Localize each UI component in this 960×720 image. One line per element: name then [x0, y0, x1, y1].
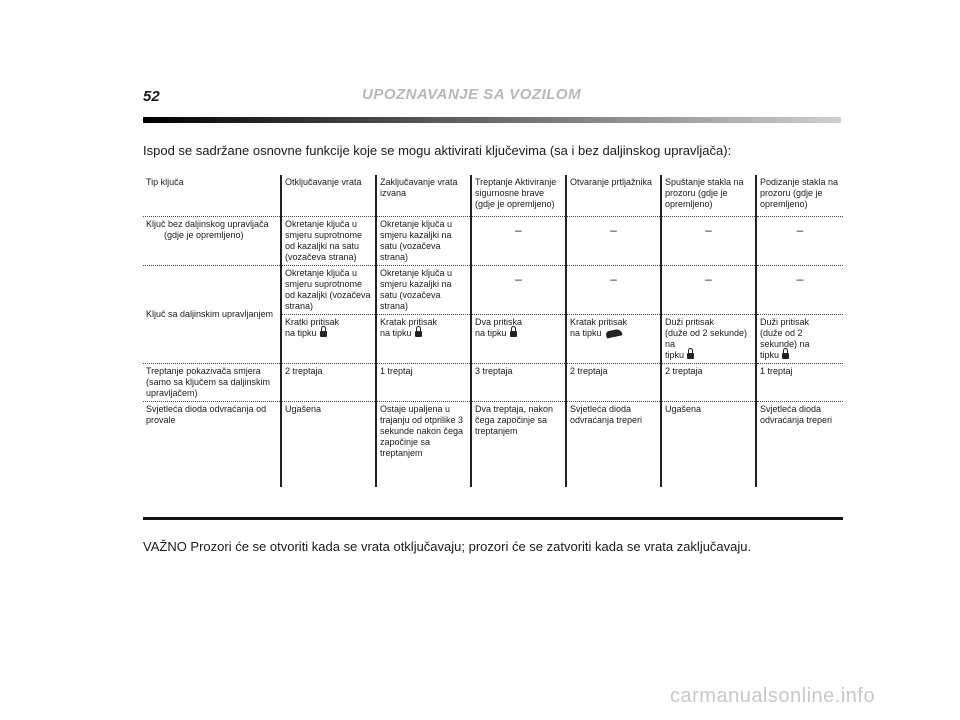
table-cell — [471, 217, 566, 266]
row-label-line: (gdje je opremljeno) — [164, 230, 244, 240]
row-label: Ključ sa daljinskim upravljanjem — [143, 266, 281, 364]
watermark: carmanualsonline.info — [670, 685, 876, 707]
cell-line: Kratak pritisak — [380, 317, 438, 327]
table-cell — [661, 315, 756, 364]
table-row — [143, 364, 843, 402]
cell-line: na tipku — [380, 328, 412, 338]
table-cell — [281, 315, 376, 364]
lock-icon — [687, 353, 694, 359]
cell-line: na tipku — [570, 328, 602, 338]
table-cell — [756, 315, 843, 364]
table-row — [143, 217, 843, 266]
table-row — [143, 266, 843, 315]
table-cell — [566, 217, 661, 266]
header-window-down: Spuštanje stakla na prozoru (gdje je opremljeno) — [661, 175, 756, 217]
dash: – — [796, 272, 804, 286]
lock-icon — [320, 331, 327, 337]
cell-line: tipku — [760, 350, 780, 360]
cell-line: (duže od 2 sekunde) na — [665, 328, 748, 349]
lock-icon — [782, 353, 789, 359]
chapter-title: UPOZNAVANJE SA VOZILOM — [362, 86, 582, 103]
lock-icon — [415, 331, 422, 337]
table-cell: Okretanje ključa u smjeru suprotnome od kazaljki (vozačeva strana) — [281, 266, 376, 315]
table-cell: 1 treptaj — [376, 364, 471, 402]
lock-icon — [510, 331, 517, 337]
table-cell: Ostaje upaljena u trajanju od otprilike 3 sekunde nakon čega započinje sa treptanjem — [376, 402, 471, 488]
table-row — [143, 402, 843, 488]
table-cell — [471, 266, 566, 315]
table-cell: 3 treptaja — [471, 364, 566, 402]
car-trunk-icon — [605, 328, 622, 338]
dash: – — [515, 272, 522, 286]
intro-text: Ispod se sadržane osnovne funkcije koje se mogu aktivirati ključevima (sa i bez daljinskog upravljača): — [143, 143, 732, 158]
table-bottom-rule — [143, 517, 843, 520]
table-cell: 2 treptaja — [661, 364, 756, 402]
table-cell: 1 treptaj — [756, 364, 843, 402]
cell-line: tipku — [665, 350, 685, 360]
cell-line: Kratki pritisak — [285, 317, 340, 327]
page-number: 52 — [143, 88, 160, 105]
dash: – — [610, 272, 617, 286]
row-label: Svjetleća dioda odvraćanja od provale — [143, 402, 281, 488]
table-cell: 2 treptaja — [281, 364, 376, 402]
table-cell — [661, 266, 756, 315]
table-cell: 2 treptaja — [566, 364, 661, 402]
table-cell — [661, 217, 756, 266]
table-cell: Okretanje ključa u smjeru kazaljki na satu (vozačeva strana) — [376, 217, 471, 266]
important-note: VAŽNO Prozori će se otvoriti kada se vrata otključavaju; prozori će se zatvoriti kada se vrata zaključavaju. — [143, 539, 752, 554]
cell-line: Kratak pritisak — [570, 317, 628, 327]
table-cell — [566, 315, 661, 364]
table-cell — [376, 315, 471, 364]
dash: – — [705, 272, 712, 286]
cell-line: Dva pritiska — [475, 317, 523, 327]
header-key-type: Tip ključa — [146, 177, 184, 187]
row-label-line: Ključ bez daljinskog upravljača — [146, 219, 269, 229]
cell-line: Duži pritisak — [665, 317, 715, 327]
row-label: Treptanje pokazivača smjera (samo sa ključem sa daljinskim upravljačem) — [143, 364, 281, 402]
cell-line: (duže od 2 sekunde) na — [760, 328, 810, 349]
header-trunk: Otvaranje prtljažnika — [566, 175, 661, 217]
header-unlock-doors: Otključavanje vrata — [281, 175, 376, 217]
table-cell: Svjetleća dioda odvraćanja treperi — [566, 402, 661, 488]
table-cell: Okretanje ključa u smjeru suprotnome od kazaljki na satu (vozačeva strana) — [281, 217, 376, 266]
table-cell — [756, 217, 843, 266]
cell-line: na tipku — [285, 328, 317, 338]
table-cell: Okretanje ključa u smjeru kazaljki na satu (vozačeva strana) — [376, 266, 471, 315]
dash: – — [610, 223, 617, 237]
header-alarm: Treptanje Aktiviranje sigurnosne brave (gdje je opremljeno) — [471, 175, 566, 217]
dash: – — [796, 223, 804, 237]
table-cell: Svjetleća dioda odvraćanja treperi — [756, 402, 843, 488]
table-cell: Ugašena — [281, 402, 376, 488]
key-functions-table — [143, 175, 843, 487]
header-lock-doors: Zaključavanje vrata izvana — [376, 175, 471, 217]
table-cell: Ugašena — [661, 402, 756, 488]
table-cell — [566, 266, 661, 315]
dash: – — [705, 223, 712, 237]
cell-line: Duži pritisak — [760, 317, 810, 327]
header-window-up: Podizanje stakla na prozoru (gdje je opremljeno) — [756, 175, 843, 217]
table-cell: Dva treptaja, nakon čega započinje sa treptanjem — [471, 402, 566, 488]
table-header-row — [143, 175, 843, 217]
table-cell — [471, 315, 566, 364]
header-rule — [143, 117, 841, 123]
row-label — [143, 217, 281, 266]
dash: – — [515, 223, 522, 237]
cell-line: na tipku — [475, 328, 507, 338]
table-cell — [756, 266, 843, 315]
